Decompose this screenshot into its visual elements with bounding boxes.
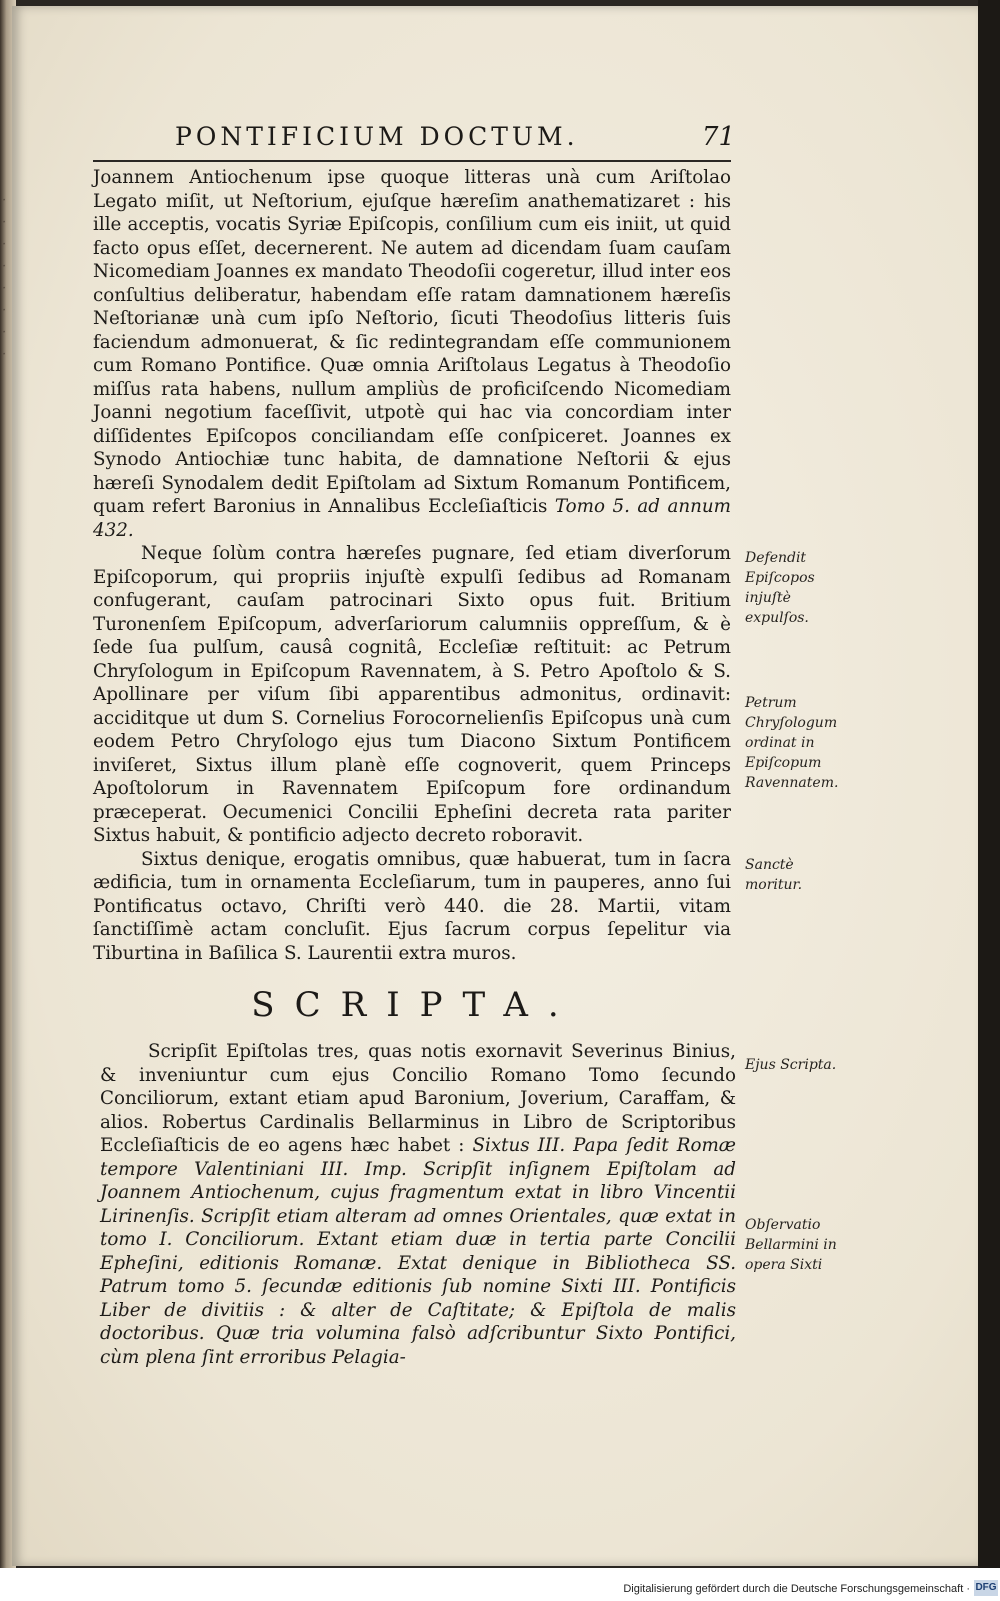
scripta-text-column [100, 1040, 736, 1369]
running-title: PONTIFICIUM DOCTUM. [175, 122, 579, 151]
footer-bar [0, 1568, 1000, 1601]
page-header [175, 122, 735, 158]
paragraph-1-text: Joannem Antiochenum ipse quoque litteras unà cum Ariſtolao Legato miſit, ut Neſtorium, ejuſque hæreſim anathematizaret : his ille acceptis, vocatis Syriæ Epiſcopis, conſilium cum eis iniit, ut quid facto opus eſſet, decernerent. Ne autem ad dicendam ſuam cauſam Nicomediam Joannes ex mandato Theodoſii cogeretur, illud inter eos conſultius deliberatur, habendam eſſe ratam damnationem hæreſis Neſtorianæ unà cum ipſo Neſtorio, ſicuti Theodoſius litteris ſuis faciendum admonuerat, & ſic redintegrandam eſſe communionem cum Romano Pontifice. Quæ omnia Ariſtolaus Legatus à Theodoſio miſſus rata habens, nullum ampliùs de proficiſcendo Nicomediam Joanni negotium faceſſivit, utpotè qui hac via concordiam inter diſſidentes Epiſcopos conciliandam eſſe conſpiceret. Joannes ex Synodo Antiochiæ tunc habita, de damnatione Neſtorii & ejus hæreſi Synodalem dedit Epiſtolam ad Sixtum Romanum Pontificem, quam refert Baronius in Annalibus Eccleſiaſticis [93, 167, 731, 517]
section-title: SCRIPTA. [251, 985, 579, 1025]
paragraph-2: Neque ſolùm contra hæreſes pugnare, ſed etiam diverſorum Epiſcoporum, qui propriis injuſtè expulſi ſedibus ad Romanam confugerant, cauſam patrocinari Sixto opus fuit. Britium Turonenſem Epiſcopum, adverſariorum calumniis oppreſſum, & è ſede ſua pulſum, causâ cognitâ, Eccleſiæ reſtituit: ac Petrum Chryſologum in Epiſcopum Ravennatem, à S. Petro Apoſtolo & S. Apollinare per viſum ſibi apparentibus admonitus, ordinavit: acciditque ut dum S. Cornelius Forocornelienſis Epiſcopus unà cum eodem Petro Chryſologo ejus tum Diacono Sixtum Pontificem inviſeret, Sixtus illum planè eſſe cognoverit, quem Princeps Apoſtolorum in Ravennatem Epiſcopum fore ordinandum præceperat. Oecumenici Concilii Epheſini decreta rata pariter Sixtus habuit, & pontificio adjecto decreto roboravit. [93, 543, 731, 846]
bleed-through-letters: · · · · · · · · [2, 193, 7, 362]
paragraph-3: Sixtus denique, erogatis omnibus, quæ habuerat, tum in ſacra ædificia, tum in ornamenta Eccleſiarum, tum in pauperes, anno ſui Pontificatus octavo, Chriſti verò 440. die 28. Martii, vitam ſanctiſſimè actam concluſit. Ejus ſacrum corpus ſepelitur via Tiburtina in Baſilica S. Laurentii extra muros. [93, 848, 731, 964]
margin-note-scripta: Ejus Scripta. [745, 1057, 837, 1073]
margin-note-observatio: Obſervatio Bellarmini in opera Sixti [745, 1217, 837, 1273]
bellarmine-quote: Sixtus III. Papa ſedit Romæ tempore Valentiniani III. Imp. Scripſit inſignem Epiſtolam ad Joannem Antiochenum, cujus fragmentum extat in libro Vincentii Lirinenſis. Scripſit etiam alteram ad omnes Orientales, quæ extat in tomo I. Conciliorum. Extant etiam duæ in tertia parte Concilii Epheſini, editionis Romanæ. Extat denique in Bibliotheca SS. Patrum tomo 5. ſecundæ editionis ſub nomine Sixti III. Pontificis Liber de divitiis : & alter de Caſtitate; & Epiſtola de malis doctoribus. Quæ tria volumina falsò adſcribuntur Sixto Pontifici, cùm plena ſint erroribus Pelagia- [100, 1135, 736, 1368]
margin-note-defendit: Defendit Epiſcopos injuſtè expulſos. [745, 550, 815, 626]
margin-note-sancte: Sanctè moritur. [745, 857, 803, 893]
main-text-column [93, 166, 731, 965]
header-rule [93, 160, 731, 162]
scripta-paragraph [100, 1040, 736, 1369]
dfg-logo-icon: DFG [974, 1580, 998, 1596]
scan-border [978, 0, 1000, 1568]
page-number: 71 [701, 122, 735, 152]
paragraph-1-reference: Tomo 5. ad annum 432. [93, 496, 732, 541]
margin-note-petrum: Petrum Chryſologum ordinat in Epiſcopum Ravennatem. [745, 695, 839, 791]
paragraph-1 [93, 166, 731, 542]
scripta-intro: Scripſit Epiſtolas tres, quas notis exornavit Severinus Binius, & inveniuntur cum ejus Concilio Romano Tomo ſecundo Conciliorum, extant etiam apud Baronium, Joverium, Caraffam, & alios. Robertus Cardinalis Bellarminus in Libro de Scriptoribus Eccleſiaſticis de eo agens hæc habet : [100, 1041, 736, 1156]
footer-credit: Digitalisierung gefördert durch die Deutsche Forschungsgemeinschaft · [623, 1583, 970, 1595]
